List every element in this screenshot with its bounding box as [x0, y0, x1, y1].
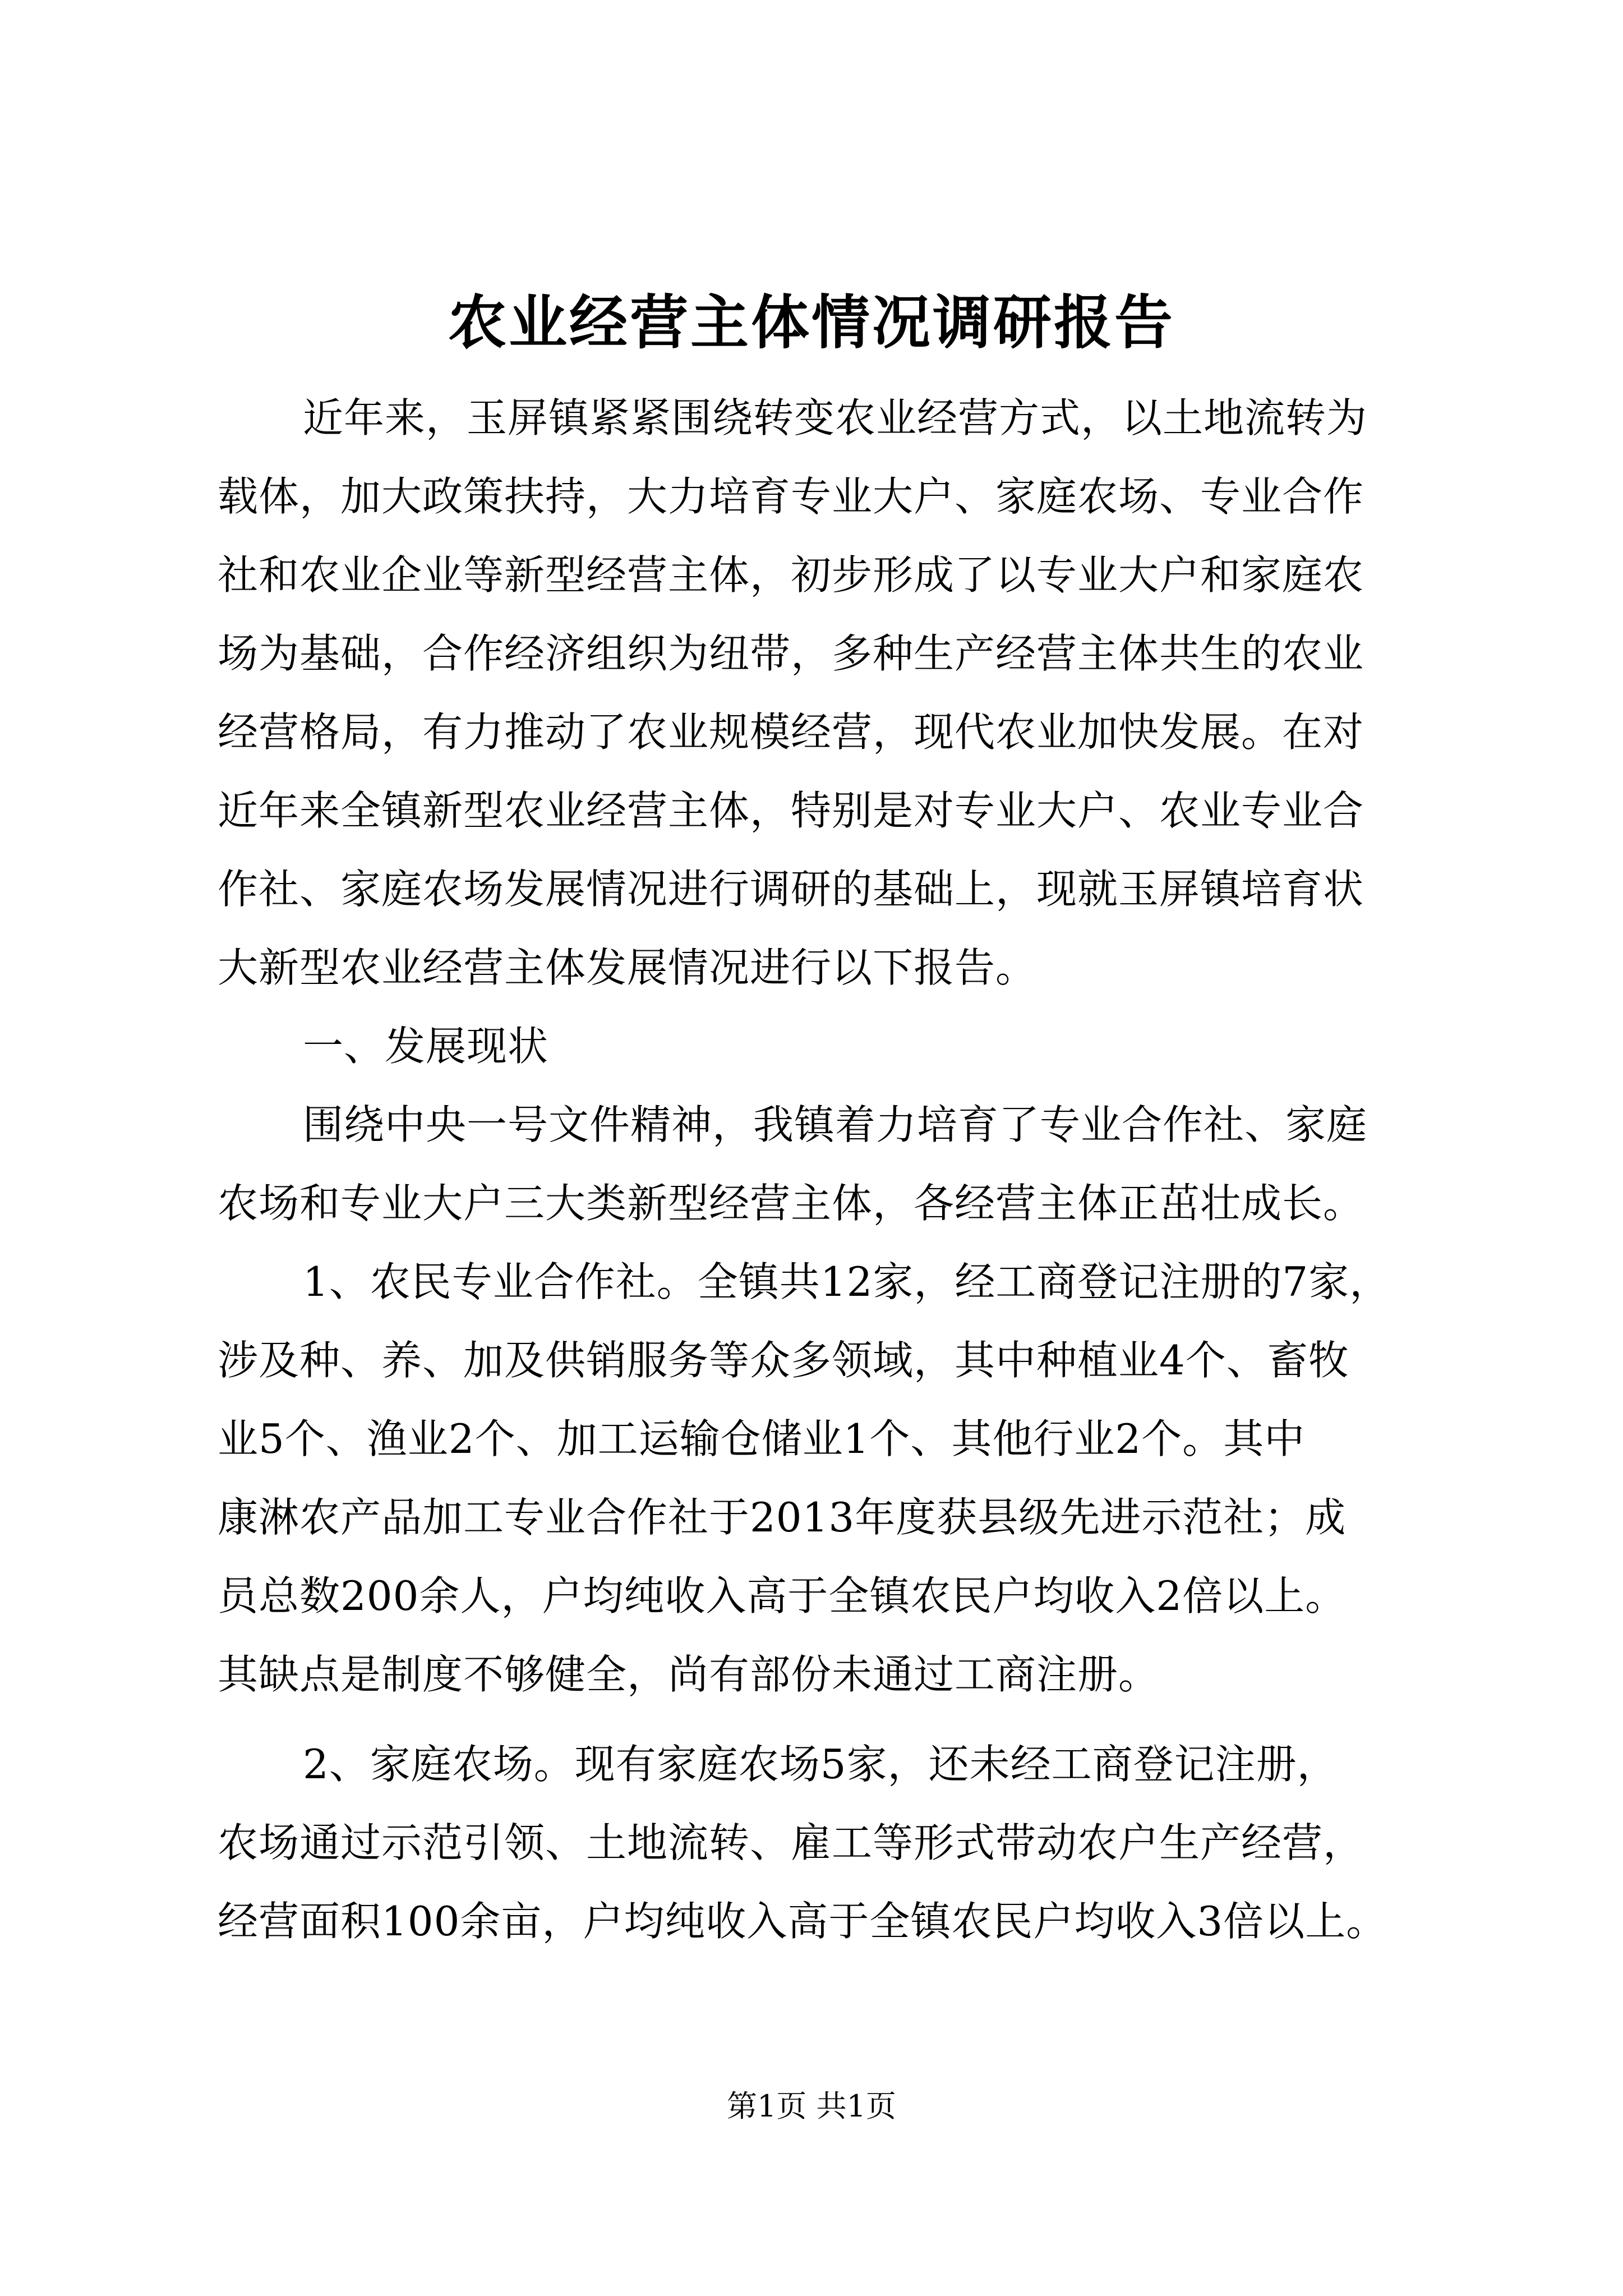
text-line: 作社、家庭农场发展情况进行调研的基础上，现就玉屏镇培育状 [218, 866, 1364, 913]
document-title: 农业经营主体情况调研报告 [448, 288, 1175, 357]
text-line: 农场通过示范引领、土地流转、雇工等形式带动农户生产经营， [218, 1819, 1364, 1866]
text-line: 业5个、渔业2个、加工运输仓储业1个、其他行业2个。其中 [218, 1415, 1306, 1462]
page-footer: 第1页 共1页 [727, 2088, 896, 2124]
text-line: 场为基础，合作经济组织为纽带，多种生产经营主体共生的农业 [218, 630, 1364, 677]
text-line: 其缺点是制度不够健全，尚有部份未通过工商注册。 [218, 1651, 1160, 1698]
text-line: 大新型农业经营主体发展情况进行以下报告。 [218, 944, 1037, 991]
text-line: 社和农业企业等新型经营主体，初步形成了以专业大户和家庭农 [218, 551, 1364, 599]
text-line: 农场和专业大户三大类新型经营主体，各经营主体正茁壮成长。 [218, 1180, 1364, 1227]
text-line: 经营格局，有力推动了农业规模经营，现代农业加快发展。在对 [218, 708, 1364, 756]
text-line: 载体，加大政策扶持，大力培育专业大户、家庭农场、专业合作 [218, 473, 1364, 520]
text-line: 涉及种、养、加及供销服务等众多领域，其中种植业4个、畜牧 [218, 1337, 1349, 1384]
text-line: 近年来全镇新型农业经营主体，特别是对专业大户、农业专业合 [218, 787, 1364, 834]
text-line: 员总数200余人，户均纯收入高于全镇农民户均收入2倍以上。 [218, 1572, 1347, 1619]
text-line: 经营面积100余亩，户均纯收入高于全镇农民户均收入3倍以上。 [218, 1898, 1387, 1945]
text-line: 近年来，玉屏镇紧紧围绕转变农业经营方式，以土地流转为 [303, 394, 1368, 441]
text-line: 1、农民专业合作社。全镇共12家，经工商登记注册的7家， [303, 1258, 1391, 1305]
section-heading: 一、发展现状 [303, 1023, 549, 1070]
text-line: 康淋农产品加工专业合作社于2013年度获县级先进示范社；成 [218, 1494, 1347, 1541]
text-line: 2、家庭农场。现有家庭农场5家，还未经工商登记注册， [303, 1741, 1338, 1788]
text-line: 围绕中央一号文件精神，我镇着力培育了专业合作社、家庭 [303, 1101, 1368, 1148]
